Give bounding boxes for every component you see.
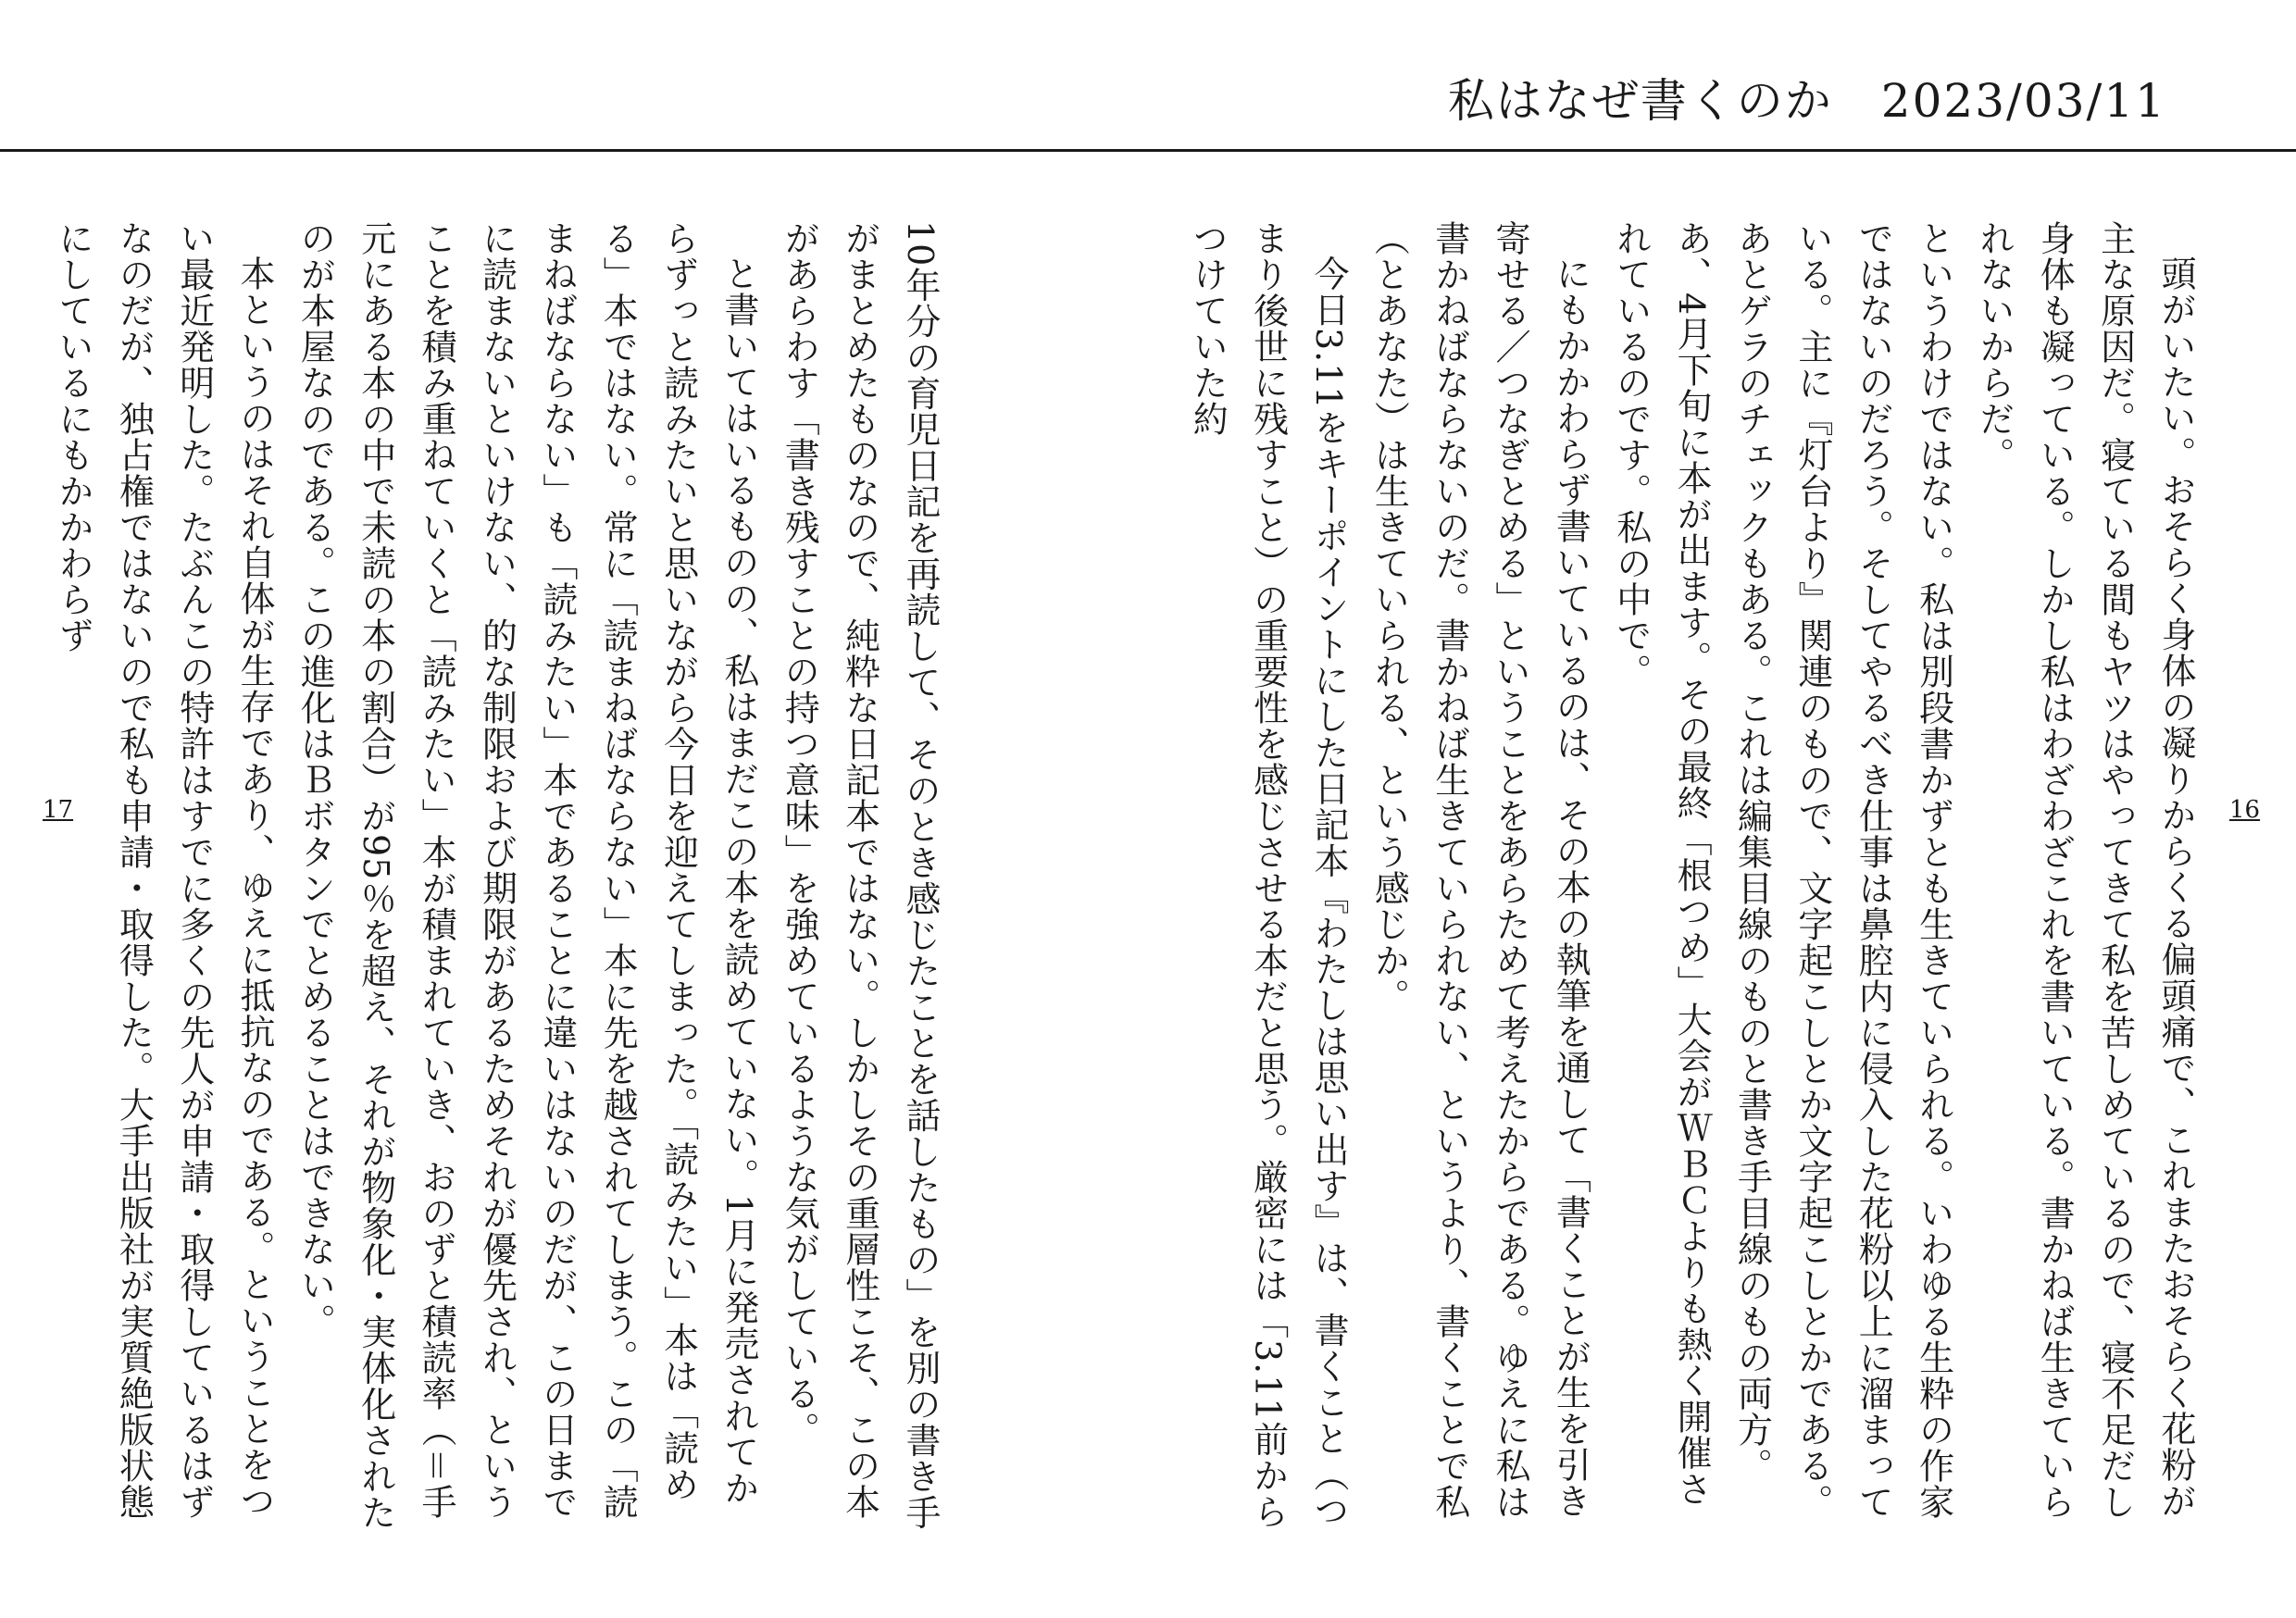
paragraph: と書いてはいるものの、私はまだこの本を読めていない。1月に発売されてからずっと読みたいと思いながら今日を迎えてしまった。「読みたい」本は「読める」本ではない。常に「読まねばならない」本に先を越されてしまう。この「読まねばならない」も「読みたい」本であることに違いはないのだが、この日までに読まないといけない、的な制限および期限があるためそれが優先され、ということを積み重ねていくと「読みたい」本が積まれていき、おのずと積読率（＝手元にある本の中で未読の本の割合）が95％を超え、それが物象化・実体化されたのが本屋なのである。この進化はＢボタンでとめることはできない。	[294, 220, 759, 1531]
paragraph: 本というのはそれ自体が生存であり、ゆえに抵抗なのである。ということをつい最近発明した。たぶんこの特許はすでに多くの先人が申請・取得しているはずなのだが、独占権ではないので私も申請・取得した。大手出版社が実質絶版状態にしているにもかかわらず	[52, 220, 276, 1520]
running-header-title: 私はなぜ書くのか 2023/03/11	[1447, 74, 2166, 128]
page-number-right: 16	[2229, 796, 2261, 824]
left-page-text	[0, 220, 950, 1538]
paragraph: 10年分の育児日記を再読して、そのとき感じたことを話したもの」を別の書き手がまとめたものなので、純粋な日記本ではない。しかしその重層性こそ、この本があらわす「書き残すことの持つ意味」を強めているような気がしている。	[779, 220, 941, 1531]
page-number-left: 17	[43, 796, 74, 824]
paragraph: 頭がいたい。おそらく身体の凝りからくる偏頭痛で、これまたおそらく花粉が主な原因だ。寝ている間もヤツはやってきて私を苦しめているので、寝不足だし身体も凝っている。しかし私はわざわざこれを書いている。書かねば生きていられないからだ。	[1973, 220, 2196, 1520]
paragraph: 今日3.11をキーポイントにした日記本『わたしは思い出す』は、書くこと（つまり後世に残すこと）の重要性を感じさせる本だと思う。厳密には「3.11前からつけていた約	[1187, 220, 1349, 1530]
paragraph: にもかかわらず書いているのは、その本の執筆を通して「書くことが生を引き寄せる／つなぎとめる」ということをあらためて考えたからである。ゆえに私は書かねばならないのだ。書かねば生きていられない、というより、書くことで私（とあなた）は生きていられる、という感じか。	[1368, 220, 1591, 1520]
right-page-text	[1187, 220, 2205, 1538]
paragraph: というわけではない。私は別段書かずとも生きていられる。いわゆる生粋の作家ではないのだろう。そしてやるべき仕事は鼻腔内に侵入した花粉以上に溜まっている。主に『灯台より』関連のもので、文字起こしとか文字起こしとかである。あとゲラのチェックもある。これは編集目線のものと書き手目線のもの両方。あ、4月下旬に本が出ます。その最終「根つめ」大会がＷＢＣよりも熱く開催されているのです。私の中で。	[1610, 220, 1954, 1520]
header-rule	[0, 149, 2296, 152]
